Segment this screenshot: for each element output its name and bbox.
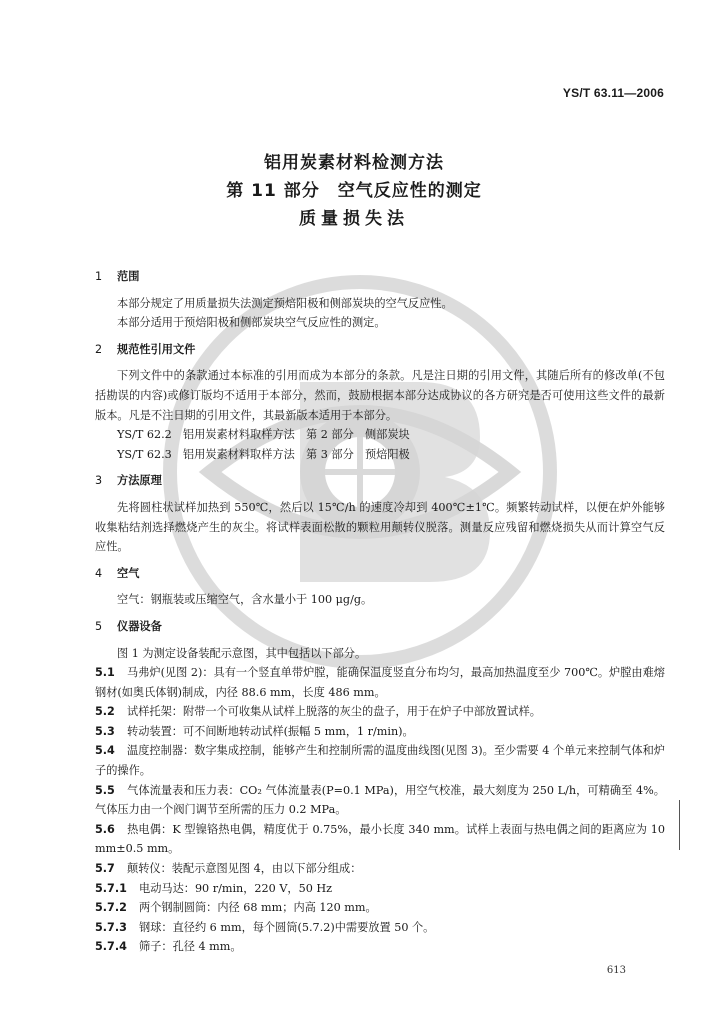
paragraph: 先将圆柱状试样加热到 550℃，然后以 15℃/h 的速度冷却到 400℃±1℃。频繁转动试样，以便在炉外能够收集粘结剂选择燃烧产生的灰尘。将试样表面松散的颗粒用颠转仪脱落。测量反应残留和燃烧损失从而计算空气反应性。	[95, 500, 665, 554]
section-number: 3	[95, 474, 103, 488]
section-title: 方法原理	[117, 474, 162, 488]
clause-number: 5.5	[95, 783, 115, 797]
normative-reference: YS/T 62.2 铝用炭素材料取样方法 第 2 部分 侧部炭块	[117, 428, 410, 442]
clause-text: 筛子：孔径 4 mm。	[139, 940, 242, 954]
margin-mark	[679, 800, 680, 850]
clause-5-6	[95, 820, 665, 859]
title-line-2: 第 11 部分 空气反应性的测定	[226, 181, 482, 201]
clause-text: 转动装置：可不间断地转动试样(振幅 5 mm，1 r/min)。	[127, 724, 414, 738]
clause-text: 热电偶：K 型镍铬热电偶，精度优于 0.75%，最小长度 340 mm。试样上表面与热电偶之间的距离应为 10 mm±0.5 mm。	[95, 822, 665, 856]
section-title: 规范性引用文件	[117, 342, 196, 356]
section-title: 仪器设备	[117, 619, 162, 633]
clause-5-1	[95, 663, 665, 702]
section-title: 空气	[117, 566, 140, 580]
section-title: 范围	[117, 270, 140, 283]
paragraph: 本部分适用于预焙阳极和侧部炭块空气反应性的测定。	[117, 316, 386, 330]
section-number: 4	[95, 566, 103, 580]
clause-number: 5.6	[95, 822, 115, 836]
clause-number: 5.7.2	[95, 901, 127, 915]
clause-text: 温度控制器：数字集成控制，能够产生和控制所需的温度曲线图(见图 3)。至少需要 4 个单元来控制气体和炉子的操作。	[95, 744, 665, 778]
clause-text: 气体流量表和压力表：CO₂ 气体流量表(P=0.1 MPa)，用空气校准，最大刻度为 250 L/h，可精确至 4%。气体压力由一个阀门调节至所需的压力 0.2 MPa。	[95, 783, 665, 817]
clause-5-7-3	[95, 918, 665, 938]
clause-number: 5.7.3	[95, 920, 127, 934]
clause-text: 钢球：直径约 6 mm，每个圆筒(5.7.2)中需要放置 50 个。	[139, 920, 435, 934]
document-body	[95, 260, 665, 957]
section-3-heading	[95, 471, 665, 491]
title-line-3: 质量损失法	[299, 209, 409, 229]
clause-number: 5.4	[95, 744, 115, 758]
clause-text: 颠转仪：装配示意图见图 4，由以下部分组成：	[127, 862, 362, 876]
paragraph: 本部分规定了用质量损失法测定预焙阳极和侧部炭块的空气反应性。	[117, 296, 453, 310]
normative-reference: YS/T 62.3 铝用炭素材料取样方法 第 3 部分 预焙阳极	[117, 447, 410, 461]
clause-5-7-1	[95, 879, 665, 899]
section-number: 2	[95, 342, 103, 356]
paragraph: 下列文件中的条款通过本标准的引用而成为本部分的条款。凡是注日期的引用文件，其随后所有的修改单(不包括勘误的内容)或修订版均不适用于本部分，然而，鼓励根据本部分达成协议的各方研究是否可使用这些文件的最新版本。凡是不注日期的引用文件，其最新版本适用于本部分。	[95, 369, 665, 422]
paragraph: 空气：钢瓶装或压缩空气，含水量小于 100 μg/g。	[117, 593, 373, 607]
section-4-heading	[95, 564, 665, 584]
paragraph: 图 1 为测定设备装配示意图，其中包括以下部分。	[117, 646, 367, 660]
title-line-1: 铝用炭素材料检测方法	[264, 153, 444, 173]
clause-text: 试样托架：附带一个可收集从试样上脱落的灰尘的盘子，用于在炉子中部放置试样。	[127, 705, 541, 719]
section-5-heading	[95, 617, 665, 637]
clause-text: 电动马达：90 r/min，220 V，50 Hz	[139, 881, 333, 895]
clause-5-7-4	[95, 937, 665, 957]
standard-code: YS/T 63.11—2006	[562, 86, 664, 100]
clause-number: 5.2	[95, 705, 115, 719]
clause-number: 5.7	[95, 862, 115, 876]
clause-number: 5.7.1	[95, 881, 127, 895]
clause-5-2	[95, 702, 665, 722]
clause-5-7	[95, 859, 665, 879]
clause-number: 5.3	[95, 724, 115, 738]
clause-text: 两个钢制圆筒：内径 68 mm；内高 120 mm。	[139, 901, 377, 915]
section-1-heading	[95, 267, 665, 287]
clause-number: 5.1	[95, 666, 115, 680]
clause-5-7-2	[95, 898, 665, 918]
clause-number: 5.7.4	[95, 940, 127, 954]
section-number: 1	[95, 270, 103, 283]
clause-5-5	[95, 781, 665, 820]
clause-5-4	[95, 741, 665, 780]
clause-text: 马弗炉(见图 2)：具有一个竖直单带炉膛，能确保温度竖直分布均匀，最高加热温度至少 700℃。炉膛由难熔钢材(如奥氏体钢)制成，内径 88.6 mm，长度 486 mm。	[95, 666, 665, 699]
section-number: 5	[95, 619, 103, 633]
page-number: 613	[606, 965, 626, 976]
clause-5-3	[95, 722, 665, 742]
section-2-heading	[95, 340, 665, 360]
